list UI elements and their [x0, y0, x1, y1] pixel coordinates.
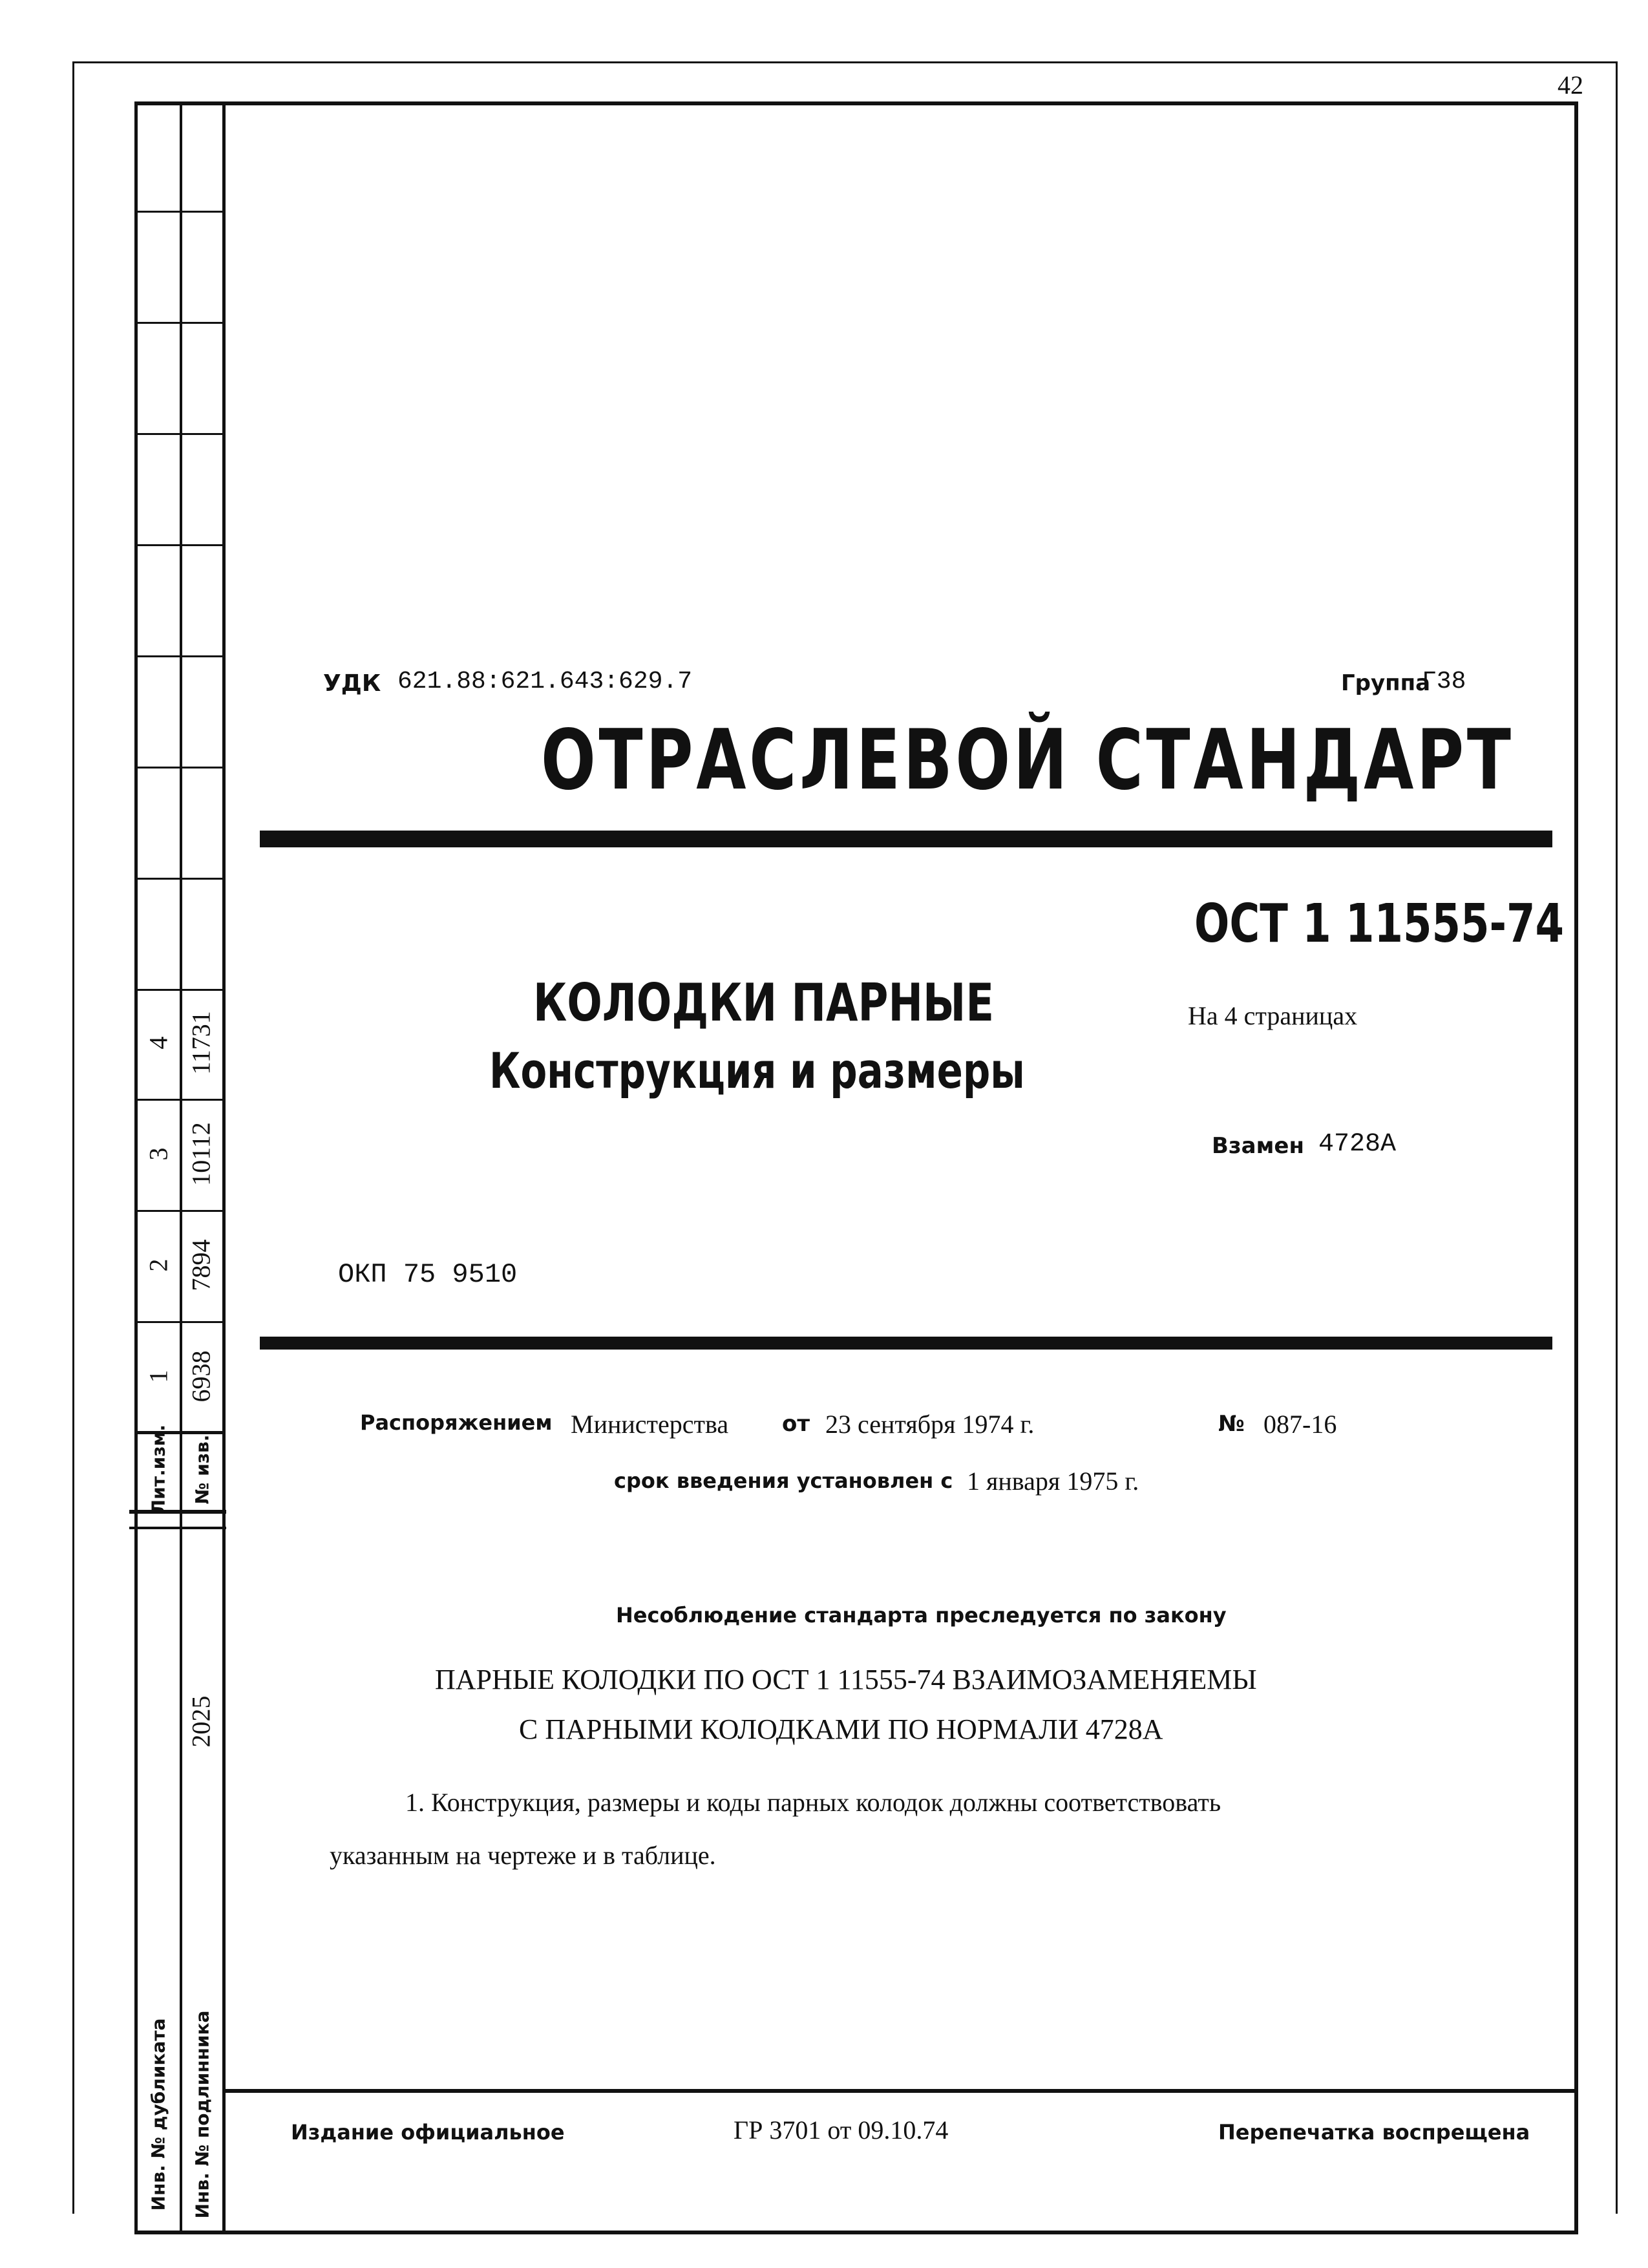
lit-1: 1 — [143, 1370, 173, 1383]
footer-edition: Издание официальное — [291, 2120, 565, 2145]
order-number: 087-16 — [1263, 1410, 1337, 1439]
udk-value: 621.88:621.643:629.7 — [397, 668, 693, 695]
okp-code: ОКП 75 9510 — [338, 1259, 518, 1290]
page-number: 42 — [1558, 70, 1583, 100]
group-label: Группа — [1341, 670, 1431, 696]
effective-label: срок введения установлен с — [614, 1468, 953, 1493]
lit-3: 3 — [143, 1147, 173, 1161]
izv-2: 7894 — [186, 1239, 216, 1291]
product-subtitle: Конструкция и размеры — [489, 1042, 1025, 1099]
izv-1: 6938 — [186, 1350, 216, 1403]
thick-rule-bottom — [260, 1337, 1552, 1350]
footer-registration: ГР 3701 от 09.10.74 — [734, 2115, 949, 2145]
orig-value: 2025 — [186, 1695, 216, 1748]
order-number-label: № — [1218, 1411, 1245, 1437]
footer-reprint: Перепечатка воспрещена — [1218, 2120, 1530, 2145]
pages-info: На 4 страницах — [1188, 1001, 1358, 1030]
lit-label: Лит.изм. — [147, 1424, 169, 1515]
lit-4: 4 — [143, 1036, 173, 1050]
interchange-line-2: С ПАРНЫМИ КОЛОДКАМИ ПО НОРМАЛИ 4728А — [519, 1713, 1163, 1745]
legal-warning: Несоблюдение стандарта преследуется по закону — [616, 1603, 1227, 1627]
izv-4: 11731 — [186, 1011, 216, 1075]
replaces-label: Взамен — [1212, 1133, 1304, 1159]
group-value: Г38 — [1422, 668, 1466, 695]
paragraph-1-line-2: указанным на чертеже и в таблице. — [330, 1841, 716, 1870]
document-title: ОТРАСЛЕВОЙ СТАНДАРТ — [541, 712, 1514, 809]
thick-rule-top — [260, 831, 1552, 847]
replaces-value: 4728А — [1318, 1130, 1397, 1159]
orig-label: Инв. № подлинника — [191, 2010, 213, 2219]
interchange-line-1: ПАРНЫЕ КОЛОДКИ ПО ОСТ 1 11555-74 ВЗАИМОЗАМЕНЯЕМЫ — [435, 1664, 1257, 1695]
order-from: от — [782, 1411, 810, 1437]
izv-3: 10112 — [186, 1122, 216, 1186]
udk-label: УДК — [323, 670, 381, 697]
izv-label: № изв. — [191, 1434, 213, 1505]
lit-2: 2 — [143, 1258, 173, 1272]
order-label: Распоряжением — [360, 1410, 553, 1435]
product-title: КОЛОДКИ ПАРНЫЕ — [533, 973, 995, 1033]
designation: ОСТ 1 11555-74 — [1194, 893, 1565, 955]
dup-label: Инв. № дубликата — [147, 2018, 169, 2211]
order-date: 23 сентября 1974 г. — [825, 1410, 1035, 1439]
order-ministry: Министерства — [571, 1410, 729, 1439]
paragraph-1-line-1: 1. Конструкция, размеры и коды парных колодок должны соответствовать — [405, 1788, 1221, 1817]
effective-date: 1 января 1975 г. — [967, 1467, 1139, 1496]
